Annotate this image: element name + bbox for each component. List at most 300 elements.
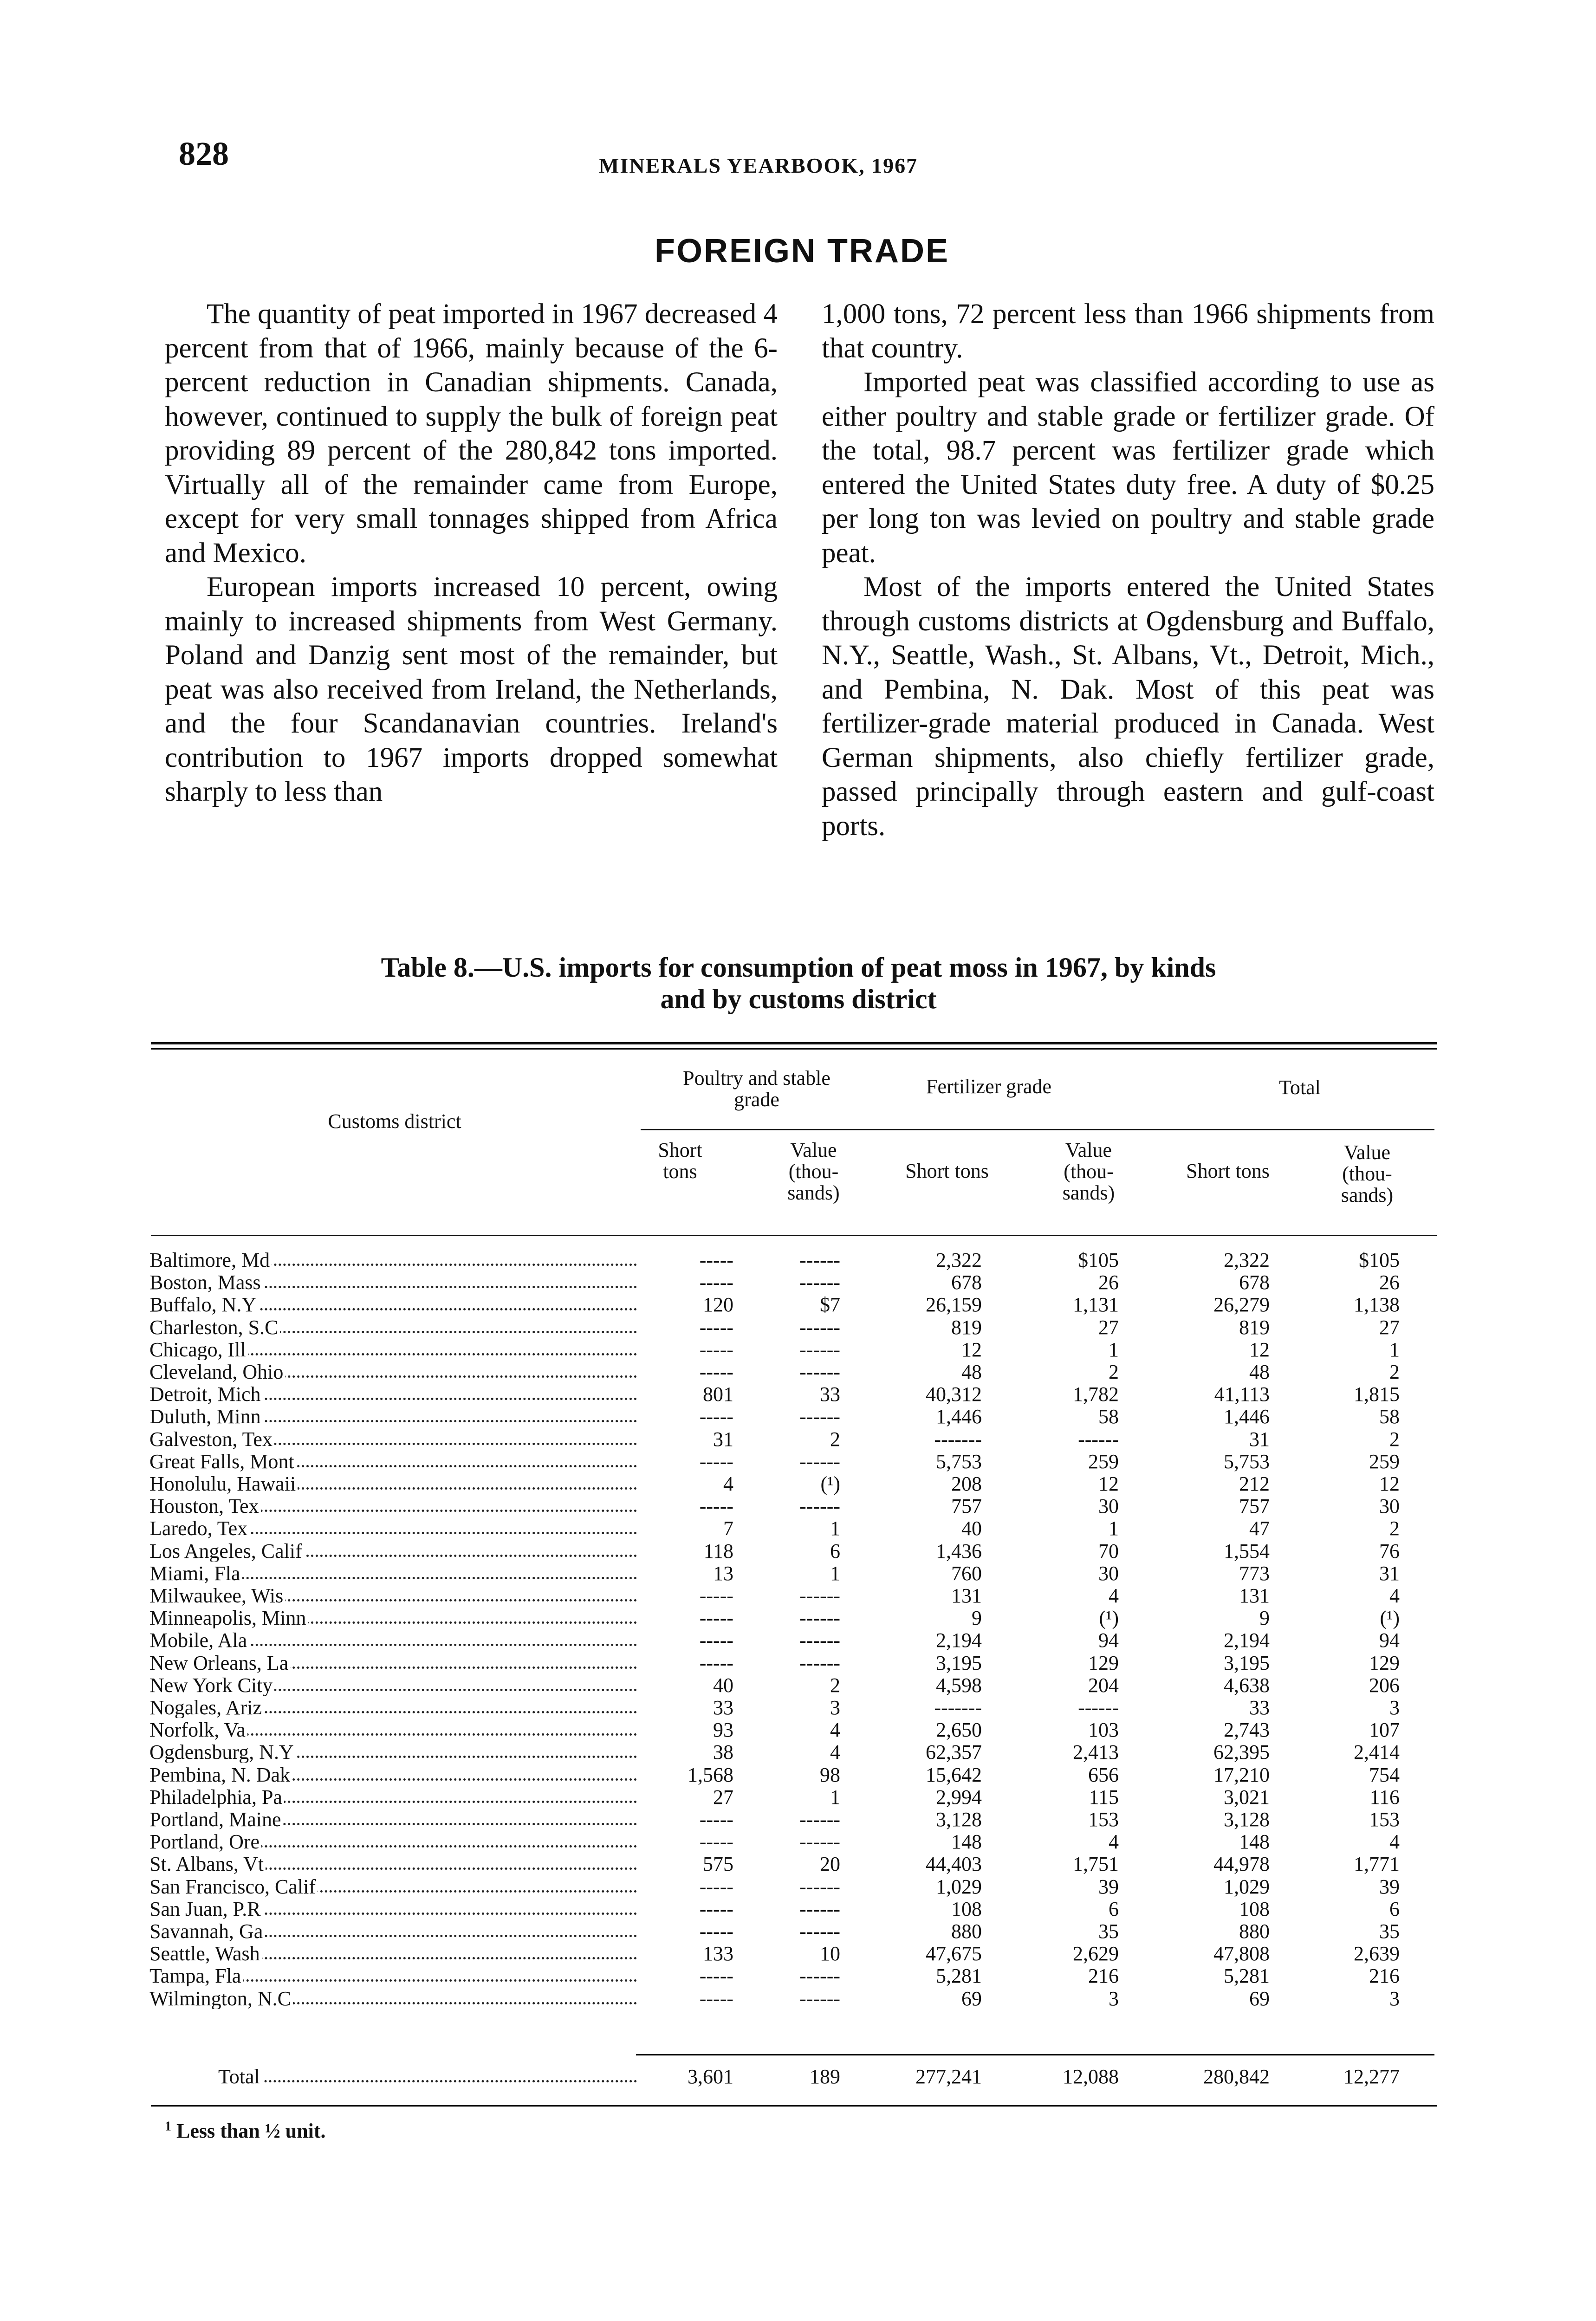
table-cell: 108 [951,1898,982,1920]
table-cell: ----- [699,1830,733,1853]
total-label [218,2067,637,2087]
table-cell: 656 [1088,1763,1119,1786]
row-district-text: Honolulu, Hawaii [149,1474,298,1494]
table-cell: (¹) [1380,1607,1400,1629]
table-cell: 575 [703,1853,733,1875]
table-cell: ------ [799,1495,840,1517]
table-cell: ----- [699,1271,733,1294]
table-cell: 148 [951,1830,982,1853]
row-district-text: Portland, Maine [149,1809,283,1830]
table-cell: 7 [723,1517,733,1540]
table-cell: 44,978 [1213,1853,1270,1875]
table-cell: 12 [1379,1472,1400,1495]
table-cell: ----- [699,1629,733,1652]
table-bottom-rule [151,2105,1437,2107]
table-cell: 76 [1379,1540,1400,1562]
table-cell: 26 [1379,1271,1400,1294]
total-cell: 280,842 [1203,2065,1270,2088]
table-cell: ----- [699,1584,733,1607]
table-cell: 1,568 [688,1763,733,1786]
table-cell: 47 [1249,1517,1270,1540]
row-district [149,1899,637,1919]
table-cell: 1 [830,1562,840,1585]
table-cell: 9 [1259,1607,1270,1629]
table-cell: ----- [699,1920,733,1943]
row-district-text: Nogales, Ariz [149,1698,264,1718]
table-cell: 94 [1379,1629,1400,1652]
row-district [149,1742,637,1763]
row-district [149,1653,637,1673]
row-district-text: Wilmington, N.C [149,1989,293,2009]
table-cell: 1 [830,1517,840,1540]
table-cell: ----- [699,1808,733,1831]
table-cell: 2,743 [1224,1718,1270,1741]
table-cell: ----- [699,1607,733,1629]
table-cell: 216 [1088,1964,1119,1987]
table-cell: 2 [1109,1361,1119,1383]
table-cell: ------ [799,1584,840,1607]
table-cell: 1 [1389,1338,1400,1361]
table-cell: 5,281 [1224,1964,1270,1987]
table-cell: 216 [1369,1964,1400,1987]
table-cell: 4 [1109,1584,1119,1607]
table-cell: 120 [703,1293,733,1316]
table-cell: ----- [699,1987,733,2010]
table-cell: 13 [713,1562,733,1585]
table-cell: 131 [1239,1584,1270,1607]
row-district [149,1474,637,1494]
header-total: Total [1279,1076,1321,1099]
row-district [149,1563,637,1584]
table-cell: 1,751 [1073,1853,1119,1875]
total-cell: 277,241 [915,2065,982,2088]
table-cell: 2,650 [936,1718,982,1741]
row-district [149,1809,637,1830]
table-cell: 3,195 [936,1652,982,1674]
table-cell: 31 [713,1428,733,1451]
row-district-text: Baltimore, Md [149,1250,272,1271]
table-cell: 819 [951,1316,982,1339]
table-cell: ------ [799,1964,840,1987]
table-cell: ----- [699,1361,733,1383]
table-cell: ------ [799,1652,840,1674]
header-customs-district: Customs district [328,1110,461,1133]
row-district [149,1854,637,1874]
table-cell: 2,639 [1354,1942,1400,1965]
table-cell: 1,815 [1354,1383,1400,1406]
table-cell: 4 [1389,1830,1400,1853]
row-district [149,1518,637,1539]
header-value: Value (thou- sands) [1341,1141,1394,1206]
table-cell: 12 [961,1338,982,1361]
table-cell: 880 [951,1920,982,1943]
table-cell: 129 [1088,1652,1119,1674]
table-cell: 2,629 [1073,1942,1119,1965]
table-cell: 760 [951,1562,982,1585]
table-cell: 4,638 [1224,1674,1270,1697]
header-short-tons: Short tons [658,1139,702,1183]
table-cell: 44,403 [926,1853,982,1875]
table-cell: 58 [1098,1405,1119,1428]
table-cell: 26,159 [926,1293,982,1316]
total-cell: 3,601 [688,2065,733,2088]
table-cell: ----- [699,1898,733,1920]
row-district-text: Detroit, Mich [149,1384,263,1405]
table-cell: 69 [961,1987,982,2010]
table-top-rule [151,1048,1437,1050]
table-cell: ----- [699,1338,733,1361]
row-district-text: Laredo, Tex [149,1518,249,1539]
row-district [149,1541,637,1562]
table-cell: ------ [799,1249,840,1271]
total-cell: 12,088 [1063,2065,1119,2088]
table-cell: 2,994 [936,1786,982,1809]
header-short-tons: Short tons [905,1160,989,1182]
table-cell: $105 [1359,1249,1400,1271]
table-cell: 212 [1239,1472,1270,1495]
table-cell: 30 [1098,1495,1119,1517]
table-cell: 27 [1098,1316,1119,1339]
paragraph: Most of the imports entered the United States through customs districts at Ogdensburg and Buffalo, N.Y., Seattle, Wash., St. Albans, Vt., Detroit, Mich., and Pembina, N. Dak. Most of this peat was fertilizer-grade material produced in Canada. West German shipments, also chiefly fertilizer grade, passed principally through eastern and gulf-coast ports. [822,571,1434,842]
table-cell: 15,642 [926,1763,982,1786]
table-cell: ------ [799,1338,840,1361]
table-cell: 2 [830,1674,840,1697]
row-district [149,1787,637,1808]
table-cell: 757 [951,1495,982,1517]
table-cell: 2,413 [1073,1741,1119,1763]
row-district-text: Great Falls, Mont [149,1452,296,1472]
text-column-right [822,297,1434,843]
table-cell: ----- [699,1249,733,1271]
table-cell: 69 [1249,1987,1270,2010]
table-cell: 6 [1389,1898,1400,1920]
table-cell: 206 [1369,1674,1400,1697]
table-cell: 70 [1098,1540,1119,1562]
table-cell: 103 [1088,1718,1119,1741]
table-cell: 40 [961,1517,982,1540]
table-cell: 2 [1389,1517,1400,1540]
table-caption-line: Table 8.—U.S. imports for consumption of peat moss in 1967, by kinds [381,952,1216,983]
row-district [149,1586,637,1606]
table-cell: ----- [699,1495,733,1517]
table-cell: 47,808 [1213,1942,1270,1965]
total-cell: 12,277 [1343,2065,1400,2088]
table-cell: 6 [1109,1898,1119,1920]
table-cell: 107 [1369,1718,1400,1741]
table-cell: 2 [1389,1428,1400,1451]
table-cell: 129 [1369,1652,1400,1674]
table-cell: ------ [799,1271,840,1294]
table-cell: 3 [1389,1987,1400,2010]
table-cell: 5,753 [1224,1450,1270,1473]
row-district-text: New York City [149,1675,274,1696]
row-district-text: Cleveland, Ohio [149,1362,285,1382]
table-cell: 4 [1389,1584,1400,1607]
text-column-left [165,297,778,809]
table-cell: 6 [830,1540,840,1562]
table-cell: 4 [1109,1830,1119,1853]
table-cell: 5,753 [936,1450,982,1473]
table-cell: 93 [713,1718,733,1741]
row-district [149,1765,637,1785]
total-label-text: Total [218,2067,262,2087]
table-cell: 1,782 [1073,1383,1119,1406]
table-cell: ------ [799,1808,840,1831]
row-district-text: Chicago, Ill [149,1340,248,1360]
table-cell: ------ [799,1405,840,1428]
table-cell: 1 [1109,1517,1119,1540]
row-district [149,1966,637,1986]
table-cell: 2,322 [1224,1249,1270,1271]
row-district-text: Norfolk, Va [149,1720,247,1740]
table-cell: 2 [830,1428,840,1451]
table-cell: 1,554 [1224,1540,1270,1562]
section-title: FOREIGN TRADE [655,233,950,270]
table-cell: ------ [799,1316,840,1339]
table-cell: 1,446 [936,1405,982,1428]
table-cell: 118 [703,1540,733,1562]
table-cell: 12 [1249,1338,1270,1361]
paragraph: European imports increased 10 percent, owing mainly to increased shipments from West Germany. Poland and Danzig sent most of the remainder, but peat was also received from Ireland, the Netherlands, and the four Scandanavian countries. Ireland's contribution to 1967 imports dropped somewhat sharply to less than [165,571,778,807]
table-cell: ------ [1078,1428,1119,1451]
table-cell: 773 [1239,1562,1270,1585]
row-district-text: Charleston, S.C [149,1317,280,1338]
header-poultry-stable-grade: Poultry and stable grade [683,1067,830,1111]
table-cell: (¹) [1099,1607,1119,1629]
table-top-rule [151,1042,1437,1044]
paragraph: Imported peat was classified according to use as either poultry and stable grade or fertilizer grade. Of the total, 98.7 percent was fertilizer grade which entered the United States duty free. A duty of $0.25 per long ton was levied on poultry and stable grade peat. [822,367,1434,569]
row-district [149,1362,637,1382]
row-district-text: Galveston, Tex [149,1429,274,1450]
table-cell: 3,021 [1224,1786,1270,1809]
table-cell: 1,436 [936,1540,982,1562]
table-cell: ----- [699,1450,733,1473]
row-district [149,1295,637,1315]
table-cell: 47,675 [926,1942,982,1965]
row-district [149,1317,637,1338]
table-cell: ----- [699,1405,733,1428]
total-rule [636,2054,1434,2055]
header-short-tons: Short tons [1186,1160,1270,1182]
table-cell: 40 [713,1674,733,1697]
row-district [149,1340,637,1360]
page-number: 828 [179,135,229,172]
row-district [149,1877,637,1897]
table-cell: 35 [1098,1920,1119,1943]
row-district-text: Los Angeles, Calif [149,1541,304,1562]
row-district [149,1944,637,1964]
table-cell: 678 [1239,1271,1270,1294]
row-district [149,1832,637,1852]
table-cell: 33 [713,1696,733,1719]
row-district-text: Seattle, Wash [149,1944,262,1964]
row-district-text: Savannah, Ga [149,1921,265,1942]
table-cell: 259 [1088,1450,1119,1473]
row-district [149,1989,637,2009]
table-cell: 39 [1379,1875,1400,1898]
table-cell: 1,131 [1073,1293,1119,1316]
footnote-text: Less than ½ unit. [176,2120,326,2142]
table-cell: 3 [1389,1696,1400,1719]
table-cell: 153 [1088,1808,1119,1831]
table-cell: 98 [820,1763,840,1786]
table-cell: 108 [1239,1898,1270,1920]
table-cell: (¹) [820,1472,840,1495]
table-cell: ------ [799,1987,840,2010]
table-cell: 1,029 [1224,1875,1270,1898]
row-district [149,1496,637,1517]
header-fertilizer-grade: Fertilizer grade [926,1075,1051,1098]
table-cell: 2,194 [1224,1629,1270,1652]
row-district [149,1250,637,1271]
table-cell: ----- [699,1964,733,1987]
table-cell: ------ [799,1361,840,1383]
table-cell: 12 [1098,1472,1119,1495]
table-cell: 3 [1109,1987,1119,2010]
paragraph: The quantity of peat imported in 1967 decreased 4 percent from that of 1966, mainly because of the 6-percent reduction in Canadian shipments. Canada, however, continued to supply the bulk of foreign peat providing 89 percent of the 280,842 tons imported. Virtually all of the remainder came from Europe, except for very small tonnages shipped from Africa and Mexico. [165,298,778,569]
table-cell: 41,113 [1214,1383,1270,1406]
table-cell: $105 [1078,1249,1119,1271]
table-cell: 48 [1249,1361,1270,1383]
table-cell: 31 [1379,1562,1400,1585]
row-district-text: Houston, Tex [149,1496,261,1517]
table-cell: 115 [1089,1786,1119,1809]
table-cell: ------ [1078,1696,1119,1719]
table-cell: ------ [799,1629,840,1652]
header-value: Value (thou- sands) [1062,1139,1115,1204]
table-cell: 4,598 [936,1674,982,1697]
table-cell: 678 [951,1271,982,1294]
row-district [149,1608,637,1628]
row-district [149,1407,637,1427]
table-cell: 38 [713,1741,733,1763]
row-district [149,1384,637,1405]
table-cell: 30 [1098,1562,1119,1585]
table-cell: 819 [1239,1316,1270,1339]
table-cell: 3,128 [936,1808,982,1831]
table-cell: 30 [1379,1495,1400,1517]
table-cell: 62,357 [926,1741,982,1763]
row-district-text: Philadelphia, Pa [149,1787,284,1808]
row-district-text: Minneapolis, Minn [149,1608,308,1628]
table-cell: 757 [1239,1495,1270,1517]
row-district-text: Miami, Fla [149,1563,242,1584]
row-district-text: San Francisco, Calif [149,1877,318,1897]
table-cell: 1,446 [1224,1405,1270,1428]
row-district-text: San Juan, P.R [149,1899,263,1919]
row-district-text: Portland, Ore [149,1832,261,1852]
table-cell: 131 [951,1584,982,1607]
table-cell: 3 [830,1696,840,1719]
table-cell: 2,322 [936,1249,982,1271]
row-district [149,1720,637,1740]
table-cell: 27 [713,1786,733,1809]
table-cell: 208 [951,1472,982,1495]
row-district-text: Pembina, N. Dak [149,1765,292,1785]
table-caption [167,952,1430,1015]
table-cell: 204 [1088,1674,1119,1697]
footnote-marker: 1 [165,2119,171,2134]
table-cell: 27 [1379,1316,1400,1339]
table-cell: 148 [1239,1830,1270,1853]
table-cell: 754 [1369,1763,1400,1786]
table-cell: 801 [703,1383,733,1406]
row-district-text: Mobile, Ala [149,1630,249,1651]
table-cell: 5,281 [936,1964,982,1987]
table-cell: 9 [972,1607,982,1629]
table-cell: 4 [830,1718,840,1741]
row-district-text: Tampa, Fla [149,1966,243,1986]
table-cell: 3,195 [1224,1652,1270,1674]
table-cell: ------ [799,1607,840,1629]
row-district [149,1921,637,1942]
footnote [165,2119,326,2143]
table-cell: 26,279 [1213,1293,1270,1316]
table-cell: ------ [799,1830,840,1853]
table-cell: 1,029 [936,1875,982,1898]
row-district [149,1698,637,1718]
table-cell: 31 [1249,1428,1270,1451]
table-cell: 17,210 [1213,1763,1270,1786]
table-cell: 153 [1369,1808,1400,1831]
header-value: Value (thou- sands) [787,1139,840,1204]
table-cell: 94 [1098,1629,1119,1652]
table-cell: 116 [1369,1786,1400,1809]
table-cell: 2 [1389,1361,1400,1383]
table-cell: 880 [1239,1920,1270,1943]
table-cell: 10 [820,1942,840,1965]
row-district-text: Milwaukee, Wis [149,1586,285,1606]
table-cell: ------ [799,1920,840,1943]
row-district-text: Boston, Mass [149,1272,263,1293]
row-district-text: Ogdensburg, N.Y [149,1742,296,1763]
table-cell: 1,771 [1354,1853,1400,1875]
table-cell: 259 [1369,1450,1400,1473]
paragraph: 1,000 tons, 72 percent less than 1966 shipments from that country. [822,298,1434,364]
row-district-text: Duluth, Minn [149,1407,263,1427]
row-district-text: St. Albans, Vt [149,1854,266,1874]
table-cell: ------- [934,1696,982,1719]
table-cell: ------ [799,1875,840,1898]
table-cell: ----- [699,1652,733,1674]
table-cell: 1 [1109,1338,1119,1361]
table-cell: 58 [1379,1405,1400,1428]
table-cell: 4 [830,1741,840,1763]
table-cell: ------- [934,1428,982,1451]
total-cell: 189 [810,2065,840,2088]
table-cell: 20 [820,1853,840,1875]
table-cell: 35 [1379,1920,1400,1943]
table-cell: 1 [830,1786,840,1809]
table-cell: 33 [820,1383,840,1406]
table-cell: 26 [1098,1271,1119,1294]
table-cell: $7 [820,1293,840,1316]
table-cell: 33 [1249,1696,1270,1719]
row-district [149,1630,637,1651]
row-district [149,1272,637,1293]
table-cell: 133 [703,1942,733,1965]
table-cell: ----- [699,1875,733,1898]
table-cell: ------ [799,1898,840,1920]
table-cell: 62,395 [1213,1741,1270,1763]
header-group-rule [641,1129,1434,1130]
row-district-text: New Orleans, La [149,1653,290,1673]
table-cell: 48 [961,1361,982,1383]
table-cell: 40,312 [926,1383,982,1406]
table-cell: ----- [699,1316,733,1339]
header-bottom-rule [151,1235,1437,1236]
table-cell: ------ [799,1450,840,1473]
